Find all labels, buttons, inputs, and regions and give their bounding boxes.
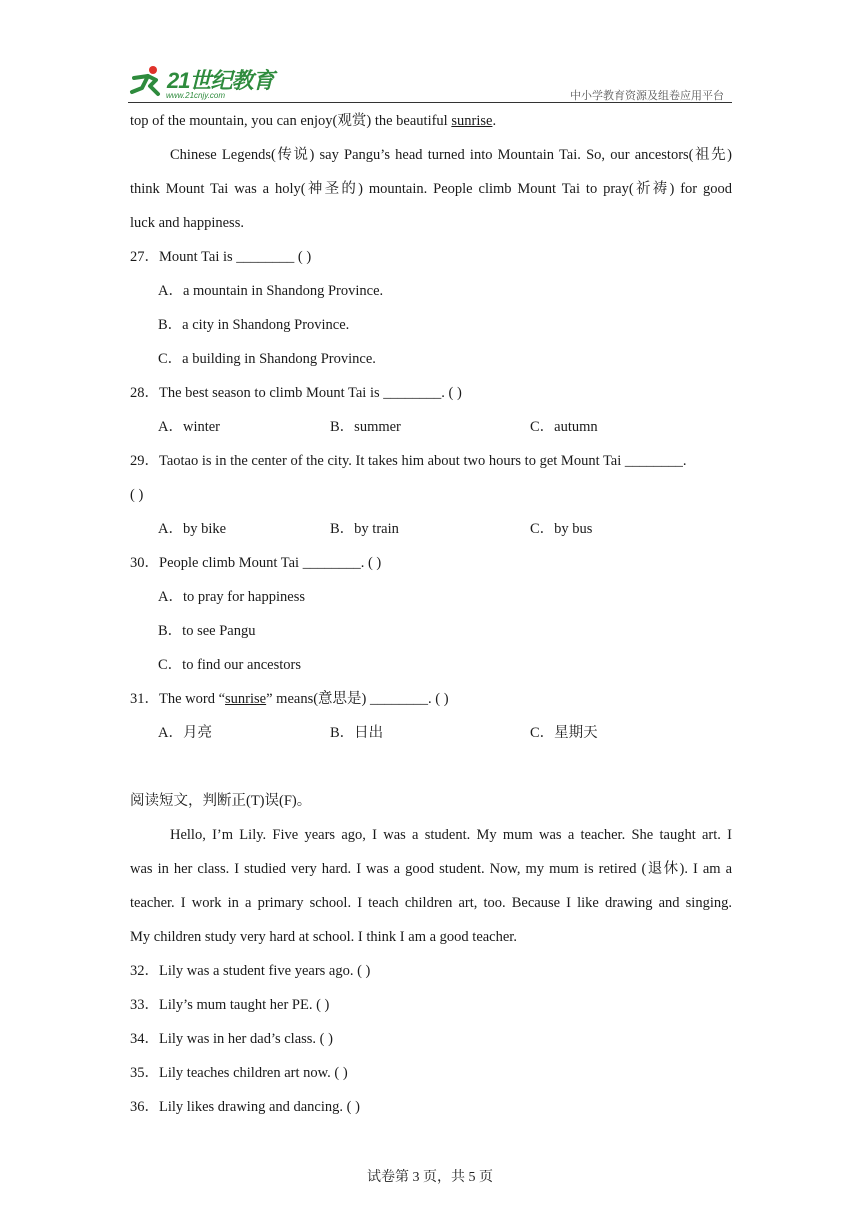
- question-27: 27．Mount Tai is ________ ( ): [130, 249, 312, 265]
- option-28-a: A．winter: [158, 419, 221, 435]
- option-27-c: C．a building in Shandong Province.: [158, 351, 376, 367]
- option-27-b: B．a city in Shandong Province.: [158, 317, 350, 333]
- options-29: [130, 512, 732, 546]
- option-31-a: A．月亮: [158, 725, 212, 741]
- question-35: 35．Lily teaches children art now. ( ): [130, 1065, 348, 1081]
- logo-text: 21世纪教育: [167, 68, 274, 93]
- logo-url: www.21cnjy.com: [166, 91, 225, 100]
- options-31: [130, 716, 732, 750]
- question-36: 36．Lily likes drawing and dancing. ( ): [130, 1099, 360, 1115]
- option-28-b: B．summer: [330, 419, 401, 435]
- site-tagline: 中小学教育资源及组卷应用平台: [570, 89, 724, 102]
- options-28: [130, 410, 732, 444]
- question-28: 28．The best season to climb Mount Tai is ________. ( ): [130, 385, 462, 401]
- underlined-word: sunrise: [451, 113, 493, 129]
- option-29-b: B．by train: [330, 521, 399, 537]
- underlined-word: sunrise: [225, 691, 267, 707]
- passage-line: was in her class. I studied very hard. I was a good student. Now, my mum is retired (退休). I am a: [130, 861, 732, 877]
- page-footer: 试卷第 3 页，共 5 页: [367, 1170, 493, 1185]
- option-30-c: C．to find our ancestors: [158, 657, 301, 673]
- passage-line: teacher. I work in a primary school. I teach children art, too. Because I like drawing and singing.: [130, 895, 732, 911]
- question-32: 32．Lily was a student five years ago. ( ): [130, 963, 371, 979]
- option-30-b: B．to see Pangu: [158, 623, 256, 639]
- passage-line: Chinese Legends(传说) say Pangu’s head turned into Mountain Tai. So, our ancestors(祖先): [170, 147, 732, 163]
- passage-line: [130, 104, 732, 138]
- option-28-c: C．autumn: [530, 419, 598, 435]
- question-31: [130, 682, 732, 716]
- option-31-b: B．日出: [330, 725, 384, 741]
- passage-line: luck and happiness.: [130, 215, 244, 231]
- option-29-a: A．by bike: [158, 521, 227, 537]
- question-29: 29．Taotao is in the center of the city. It takes him about two hours to get Mount Tai ________.: [130, 453, 687, 469]
- option-31-c: C．星期天: [530, 725, 598, 741]
- site-logo: [128, 64, 278, 100]
- option-29-c: C．by bus: [530, 521, 593, 537]
- question-30: 30．People climb Mount Tai ________. ( ): [130, 555, 382, 571]
- question-33: 33．Lily’s mum taught her PE. ( ): [130, 997, 330, 1013]
- passage-line: think Mount Tai was a holy(神圣的) mountain. People climb Mount Tai to pray(祈祷) for good: [130, 181, 732, 197]
- passage-line: Hello, I’m Lily. Five years ago, I was a student. My mum was a teacher. She taught art. I: [170, 827, 732, 843]
- runner-icon: [128, 64, 168, 100]
- question-34: 34．Lily was in her dad’s class. ( ): [130, 1031, 333, 1047]
- question-29-bracket: ( ): [130, 487, 144, 503]
- option-30-a: A．to pray for happiness: [158, 589, 305, 605]
- page-content: [130, 104, 732, 1124]
- section-instruction: 阅读短文，判断正(T)误(F)。: [130, 793, 312, 809]
- question-text: 31．The word “: [130, 691, 226, 707]
- passage-text: top of the mountain, you can enjoy(观赏) the beautiful: [130, 113, 452, 129]
- header-divider: [128, 102, 732, 103]
- section-gap: [130, 750, 732, 784]
- option-27-a: A．a mountain in Shandong Province.: [158, 283, 384, 299]
- question-text: ” means(意思是) ________. ( ): [266, 691, 449, 707]
- passage-text: .: [492, 113, 497, 129]
- passage-line: My children study very hard at school. I think I am a good teacher.: [130, 929, 517, 945]
- page-header: [128, 62, 732, 104]
